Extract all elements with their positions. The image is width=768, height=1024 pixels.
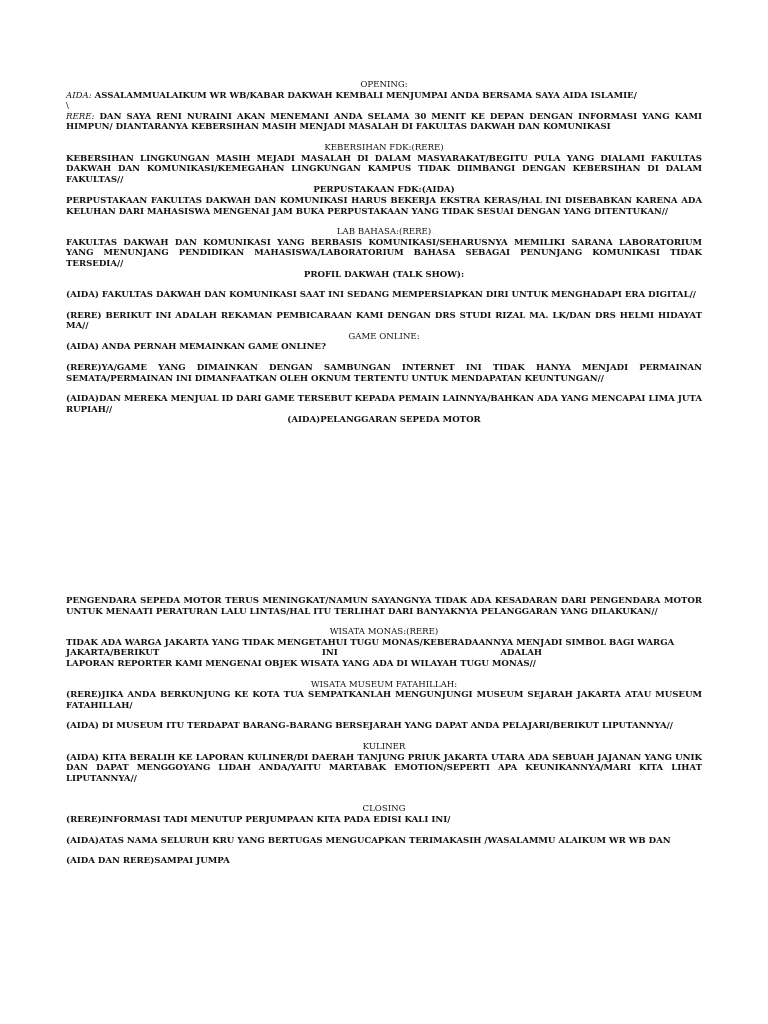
fatahillah-line-2: (AIDA) DI MUSEUM ITU TERDAPAT BARANG-BARANG BERSEJARAH YANG DAPAT ANDA PELAJARI/BERIKUT LIPUTANNYA// [66, 721, 673, 732]
monas-line-2c: ADALAH [500, 648, 542, 659]
speaker-aida: AIDA: [66, 90, 92, 101]
kebersihan-heading: KEBERSIHAN FDK:(RERE) [324, 142, 444, 153]
monas-line-2 [66, 648, 702, 659]
lab-heading: LAB BAHASA:(RERE) [336, 227, 432, 238]
monas-line-1: TIDAK ADA WARGA JAKARTA YANG TIDAK MENGETAHUI TUGU MONAS/KEBERADAANNYA MENJADI SIMBOL BAGI WARGA [66, 637, 675, 648]
closing-line-2: (AIDA)ATAS NAMA SELURUH KRU YANG BERTUGAS MENGUCAPKAN TERIMAKASIH /WASALAMMU ALAIKUM WR WB DAN [66, 835, 671, 846]
profil-heading: PROFIL DAKWAH (TALK SHOW): [303, 269, 465, 280]
game-line-2: (RERE)YA/GAME YANG DIMAINKAN DENGAN SAMBUNGAN INTERNET INI TIDAK HANYA MENJADI PERMAINAN SEMATA/PERMAINAN INI DIMANFAATKAN OLEH OKNUM TERTENTU UNTUK MENDAPATAN KEUNTUNGAN// [66, 363, 702, 384]
kuliner-heading: KULINER [362, 741, 406, 752]
pelanggaran-text: PENGENDARA SEPEDA MOTOR TERUS MENINGKAT/NAMUN SAYANGNYA TIDAK ADA KESADARAN DARI PENGENDARA MOTOR UNTUK MENAATI PERATURAN LALU LINTAS/HAL ITU TERLIHAT DARI BANYAKNYA PELANGGARAN YANG DILAKUKAN// [66, 596, 702, 617]
game-line-1: (AIDA) ANDA PERNAH MEMAINKAN GAME ONLINE? [66, 342, 327, 353]
opening-rere-line [66, 112, 702, 133]
monas-line-3: LAPORAN REPORTER KAMI MENGENAI OBJEK WISATA YANG ADA DI WILAYAH TUGU MONAS// [66, 659, 536, 669]
opening-heading: OPENING: [360, 80, 408, 90]
kuliner-text: (AIDA) KITA BERALIH KE LAPORAN KULINER/DI DAERAH TANJUNG PRIUK JAKARTA UTARA ADA SEBUAH JAJANAN YANG UNIK DAN DAPAT MENGGOYANG LIDAH ANDA/YAITU MARTABAK EMOTION/SEPERTI APA KEUNIKANNYA/MARI KITA LIHAT LIPUTANNYA// [66, 752, 702, 784]
opening-aida-line [66, 91, 702, 102]
kebersihan-text: KEBERSIHAN LINGKUNGAN MASIH MEJADI MASALAH DI DALAM MASYARAKAT/BEGITU PULA YANG DIALAMI FAKULTAS DAKWAH DAN KOMUNIKASI/KEMEGAHAN LINGKUNGAN KAMPUS TIDAK DIIMBANGI DENGAN KEBERSIHAN DI DALAM FAKULTAS// [66, 153, 702, 185]
closing-line-3: (AIDA DAN RERE)SAMPAI JUMPA [66, 856, 230, 867]
pelanggaran-heading: (AIDA)PELANGGARAN SEPEDA MOTOR [287, 415, 481, 426]
opening-slash: \ [66, 101, 69, 112]
monas-line-2a: JAKARTA/BERIKUT [66, 648, 160, 659]
speaker-rere: RERE: [66, 111, 95, 122]
game-line-3: (AIDA)DAN MEREKA MENJUAL ID DARI GAME TERSEBUT KEPADA PEMAIN LAINNYA/BAHKAN ADA YANG MENCAPAI LIMA JUTA RUPIAH// [66, 394, 702, 415]
game-heading: GAME ONLINE: [348, 331, 420, 342]
fatahillah-heading: WISATA MUSEUM FATAHILLAH: [310, 679, 458, 690]
profil-line-2: (RERE) BERIKUT INI ADALAH REKAMAN PEMBICARAAN KAMI DENGAN DRS STUDI RIZAL MA. LK/DAN DRS HELMI HIDAYAT MA// [66, 310, 702, 332]
fatahillah-line-1: (RERE)JIKA ANDA BERKUNJUNG KE KOTA TUA SEMPATKANLAH MENGUNJUNGI MUSEUM SEJARAH JAKARTA ATAU MUSEUM FATAHILLAH/ [66, 690, 702, 711]
opening-rere-text: DAN SAYA RENI NURAINI AKAN MENEMANI ANDA SELAMA 30 MENIT KE DEPAN DENGAN INFORMASI YANG KAMI HIMPUN/ DIANTARANYA KEBERSIHAN MASIH MENJADI MASALAH DI FAKULTAS DAKWAH DAN KOMUNIKASI [66, 111, 702, 133]
closing-line-1: (RERE)INFORMASI TADI MENUTUP PERJUMPAAN KITA PADA EDISI KALI INI/ [66, 814, 451, 825]
closing-heading: CLOSING [362, 804, 406, 815]
perpustakaan-text: PERPUSTAKAAN FAKULTAS DAKWAH DAN KOMUNIKASI HARUS BEKERJA EKSTRA KERAS/HAL INI DISEBABKAN KARENA ADA KELUHAN DARI MAHASISWA MENGENAI JAM BUKA PERPUSTAKAAN YANG TIDAK SESUAI DENGAN YANG DITENTUKAN// [66, 195, 702, 217]
monas-heading: WISATA MONAS:(RERE) [329, 627, 439, 638]
opening-aida-text: ASSALAMMUALAIKUM WR WB/KABAR DAKWAH KEMBALI MENJUMPAI ANDA BERSAMA SAYA AIDA ISLAMIE/ [94, 90, 637, 101]
lab-text: FAKULTAS DAKWAH DAN KOMUNIKASI YANG BERBASIS KOMUNIKASI/SEHARUSNYA MEMILIKI SARANA LABORATORIUM YANG MENUNJANG PENDIDIKAN MAHASISWA/LABORATORIUM BAHASA SEBAGAI PENUNJANG KOMUNIKASI TIDAK TERSEDIA// [66, 237, 702, 269]
perpustakaan-heading: PERPUSTAKAAN FDK:(AIDA) [313, 185, 455, 196]
monas-line-2b: INI [321, 648, 338, 659]
profil-line-1: (AIDA) FAKULTAS DAKWAH DAN KOMUNIKASI SAAT INI SEDANG MEMPERSIAPKAN DIRI UNTUK MENGHADAPI ERA DIGITAL// [66, 290, 696, 301]
